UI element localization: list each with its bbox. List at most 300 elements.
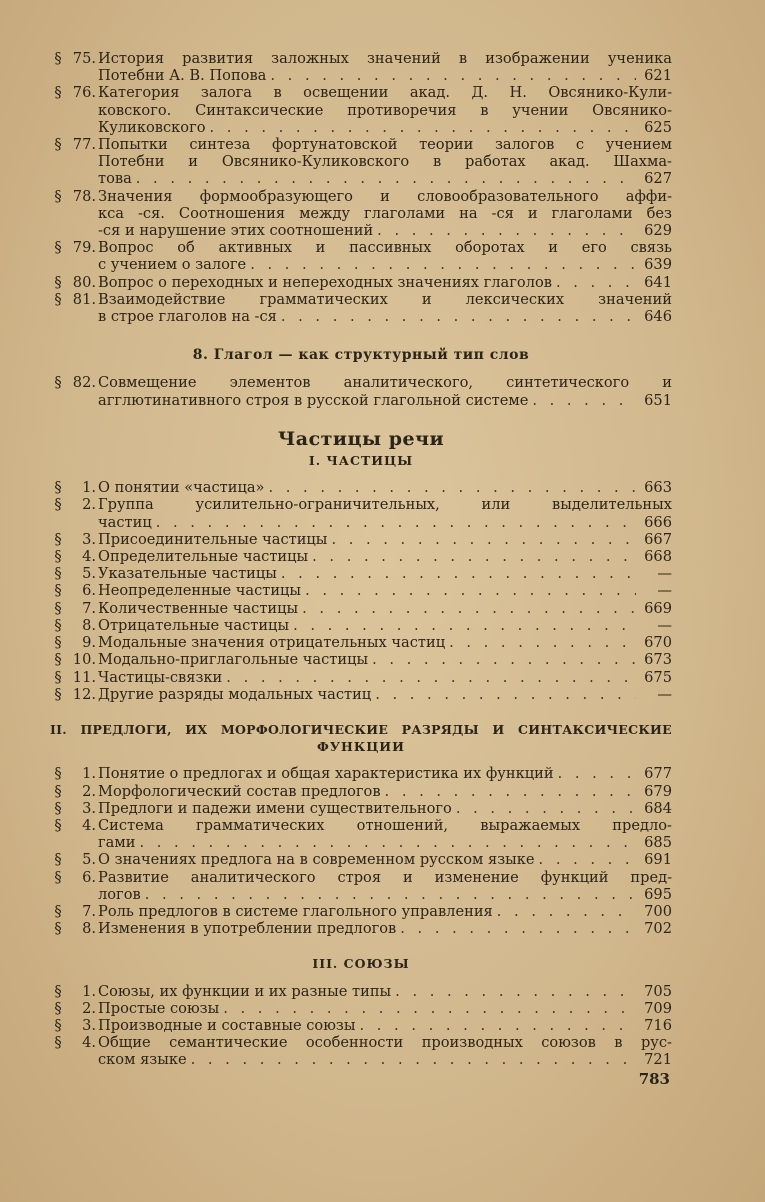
page-ref: 702 (644, 920, 672, 938)
section-symbol: § (54, 920, 62, 938)
entry-last-line (98, 783, 672, 800)
entry-body (98, 783, 672, 800)
toc-entry (50, 669, 672, 686)
section-symbol: § (54, 1016, 62, 1034)
entry-text-line: Неопределенные частицы (98, 582, 302, 600)
entry-text-line: Количественные частицы (98, 599, 299, 617)
toc-entry (50, 188, 672, 240)
toc-entry (50, 800, 672, 817)
section-number: 80. (72, 273, 96, 291)
entry-last-line (98, 222, 672, 239)
toc-list-conjunctions (50, 983, 672, 1069)
section-number: 79. (72, 239, 96, 257)
entry-text-line: ковского. Синтаксические противоречия в учении Овсянико- (98, 101, 672, 119)
section-marker (50, 686, 98, 703)
chapter-heading: 8. Глагол — как структурный тип слов (192, 347, 530, 364)
entry-body (98, 817, 672, 851)
entry-text-line: Категория залога в освещении акад. Д. Н. Овсянико-Кули- (98, 84, 672, 102)
section-symbol: § (54, 565, 62, 583)
section-marker (50, 84, 98, 101)
entry-body (98, 50, 672, 84)
entry-body (98, 274, 672, 291)
section-number: 4. (82, 548, 96, 566)
section-symbol: § (54, 374, 62, 392)
entry-last-line (98, 119, 672, 136)
entry-last-line (98, 800, 672, 817)
section-marker (50, 274, 98, 291)
page-ref: 716 (644, 1016, 672, 1034)
entry-body (98, 291, 672, 325)
section-symbol: § (54, 582, 62, 600)
section-symbol: § (54, 50, 62, 67)
dot-leader (210, 119, 636, 136)
section-symbol: § (54, 782, 62, 800)
entry-text-line: Другие разряды модальных частиц (98, 685, 372, 703)
entry-text-line: О понятии «частица» (98, 479, 265, 497)
entry-text-line: История развития заложных значений в изображении ученика (98, 50, 672, 67)
section-number: 2. (82, 999, 96, 1017)
section-symbol: § (54, 548, 62, 566)
page-ref: 684 (644, 799, 672, 817)
dot-leader (372, 651, 636, 668)
section-marker (50, 869, 98, 886)
entry-text-line: Указательные частицы (98, 565, 277, 583)
toc-list-prepositions (50, 765, 672, 937)
toc-entry (50, 783, 672, 800)
section-number: 75. (72, 50, 96, 67)
toc-entry (50, 920, 672, 937)
entry-text-line: Модально-приглагольные частицы (98, 651, 369, 669)
entry-body (98, 496, 672, 530)
entry-last-line (98, 634, 672, 651)
page-ref: 685 (644, 834, 672, 852)
section-symbol: § (54, 187, 62, 205)
entry-body (98, 600, 672, 617)
entry-text-line: Определительные частицы (98, 548, 309, 566)
section-marker (50, 50, 98, 67)
section-number: 9. (82, 634, 96, 652)
section-number: 7. (82, 902, 96, 920)
section-marker (50, 548, 98, 565)
page-ref: 625 (644, 118, 672, 136)
section-marker (50, 903, 98, 920)
section-symbol: § (54, 902, 62, 920)
section-number: 6. (82, 868, 96, 886)
toc-entry (50, 84, 672, 136)
entry-text-line: Взаимодействие грамматических и лексических значений (98, 290, 672, 308)
section-marker (50, 765, 98, 782)
section-symbol: § (54, 999, 62, 1017)
entry-last-line (98, 651, 672, 668)
section-number: 76. (72, 84, 96, 102)
section-marker (50, 239, 98, 256)
entry-last-line (98, 600, 672, 617)
entry-body (98, 765, 672, 782)
dot-leader (360, 1017, 637, 1034)
entry-last-line (98, 1000, 672, 1017)
dot-leader (145, 886, 636, 903)
entry-body (98, 548, 672, 565)
section-symbol: § (54, 479, 62, 497)
entry-text-line: Совмещение элементов аналитического, синтетического и (98, 374, 672, 392)
entry-text-line: гами (98, 834, 136, 852)
toc-entry (50, 617, 672, 634)
dot-leader (226, 669, 636, 686)
page-ref: 646 (644, 308, 672, 326)
section-symbol: § (54, 84, 62, 102)
entry-text-line: Простые союзы (98, 999, 220, 1017)
toc-list-chapter8 (50, 374, 672, 408)
entry-text-line: ском языке (98, 1051, 187, 1069)
page-ref: 677 (644, 765, 672, 783)
entry-text-line: Предлоги и падежи имени существительного (98, 799, 452, 817)
entry-text-line: Понятие о предлогах и общая характеристика их функций (98, 765, 554, 783)
toc-entry (50, 274, 672, 291)
toc-list-voice (50, 50, 672, 325)
dot-leader (395, 983, 636, 1000)
section-heading-prepositions: II. ПРЕДЛОГИ, ИХ МОРФОЛОГИЧЕСКИЕ РАЗРЯДЫ И СИНТАКСИЧЕСКИЕ (50, 721, 672, 737)
section-marker (50, 1034, 98, 1051)
section-marker (50, 634, 98, 651)
dot-leader (302, 600, 636, 617)
entry-last-line (98, 256, 672, 273)
toc-entry (50, 686, 672, 703)
page-ref: 675 (644, 668, 672, 686)
section-number: 8. (82, 616, 96, 634)
page-ref: 669 (644, 599, 672, 617)
section-marker (50, 136, 98, 153)
section-symbol: § (54, 616, 62, 634)
dot-leader (223, 1000, 636, 1017)
section-number: 5. (82, 851, 96, 869)
page-ref: 679 (644, 782, 672, 800)
entry-last-line (98, 67, 672, 84)
toc-entry (50, 651, 672, 668)
section-number: 2. (82, 782, 96, 800)
page-ref: 667 (644, 530, 672, 548)
dot-leader (375, 686, 636, 703)
section-marker (50, 479, 98, 496)
section-number: 10. (72, 651, 96, 669)
section-marker (50, 651, 98, 668)
toc-entry (50, 50, 672, 84)
section-number: 1. (82, 982, 96, 1000)
section-marker (50, 531, 98, 548)
entry-body (98, 634, 672, 651)
entry-body (98, 136, 672, 188)
entry-body (98, 920, 672, 937)
toc-page (50, 50, 672, 1088)
page-ref: 673 (644, 651, 672, 669)
entry-body (98, 1034, 672, 1068)
entry-body (98, 903, 672, 920)
entry-last-line (98, 582, 672, 599)
section-number: 7. (82, 599, 96, 617)
dot-leader (191, 1051, 636, 1068)
section-symbol: § (54, 851, 62, 869)
entry-body (98, 1000, 672, 1017)
section-number: 2. (82, 496, 96, 514)
entry-body (98, 983, 672, 1000)
section-number: 1. (82, 765, 96, 783)
entry-text-line: Общие семантические особенности производных союзов в рус- (98, 1034, 672, 1052)
page-ref: — (657, 582, 672, 600)
section-marker (50, 920, 98, 937)
page-number: 783 (638, 1069, 670, 1088)
section-marker (50, 851, 98, 868)
dot-leader (281, 565, 636, 582)
section-marker (50, 669, 98, 686)
dot-leader (400, 920, 636, 937)
entry-last-line (98, 617, 672, 634)
section-number: 1. (82, 479, 96, 497)
entry-last-line (98, 479, 672, 496)
section-symbol: § (54, 868, 62, 886)
section-symbol: § (54, 982, 62, 1000)
toc-entry (50, 765, 672, 782)
page-ref: 627 (644, 170, 672, 188)
section-number: 3. (82, 1016, 96, 1034)
toc-entry (50, 1000, 672, 1017)
section-symbol: § (54, 290, 62, 308)
dot-leader (136, 170, 636, 187)
section-marker (50, 783, 98, 800)
dot-leader (385, 783, 636, 800)
toc-entry (50, 374, 672, 408)
toc-entry (50, 869, 672, 903)
page-ref: 709 (644, 999, 672, 1017)
entry-body (98, 531, 672, 548)
entry-last-line (98, 565, 672, 582)
toc-entry (50, 496, 672, 530)
entry-text-line: агглютинативного строя в русской глагольной системе (98, 391, 529, 409)
entry-last-line (98, 170, 672, 187)
page-ref: — (657, 685, 672, 703)
section-symbol: § (54, 530, 62, 548)
entry-last-line (98, 920, 672, 937)
entry-last-line (98, 274, 672, 291)
entry-body (98, 869, 672, 903)
section-heading-conjunctions: III. СОЮЗЫ (312, 956, 410, 972)
entry-body (98, 617, 672, 634)
section-number: 11. (72, 668, 96, 686)
entry-body (98, 800, 672, 817)
dot-leader (377, 222, 636, 239)
section-symbol: § (54, 634, 62, 652)
section-symbol: § (54, 685, 62, 703)
toc-entry (50, 851, 672, 868)
dot-leader (268, 479, 636, 496)
entry-body (98, 84, 672, 136)
section-marker (50, 565, 98, 582)
entry-text-line: Отрицательные частицы (98, 616, 290, 634)
section-marker (50, 291, 98, 308)
dot-leader (250, 256, 636, 273)
entry-body (98, 851, 672, 868)
section-heading-prepositions-cont: ФУНКЦИИ (317, 739, 405, 755)
entry-text-line: Вопрос о переходных и непереходных значениях глаголов (98, 273, 552, 291)
toc-entry (50, 903, 672, 920)
dot-leader (281, 308, 636, 325)
entry-text-line: Частицы-связки (98, 668, 223, 686)
entry-body (98, 479, 672, 496)
section-number: 81. (72, 290, 96, 308)
section-number: 3. (82, 530, 96, 548)
entry-text-line: Потебни А. В. Попова (98, 67, 267, 85)
page-ref: 666 (644, 513, 672, 531)
page-ref: — (657, 616, 672, 634)
section-marker (50, 800, 98, 817)
entry-text-line: Система грамматических отношений, выражаемых предло- (98, 816, 672, 834)
dot-leader (556, 274, 636, 291)
entry-text-line: Группа усилительно-ограничительных, или выделительных (98, 496, 672, 514)
page-ref: 705 (644, 982, 672, 1000)
section-number: 12. (72, 685, 96, 703)
page-ref: 695 (644, 885, 672, 903)
section-symbol: § (54, 765, 62, 783)
entry-last-line (98, 669, 672, 686)
toc-list-particles (50, 479, 672, 703)
part-title: Частицы речи (277, 427, 445, 450)
toc-entry (50, 136, 672, 188)
section-heading-particles: I. ЧАСТИЦЫ (308, 453, 414, 469)
section-marker (50, 1000, 98, 1017)
entry-text-line: Развитие аналитического строя и изменение функций пред- (98, 868, 672, 886)
page-ref: 663 (644, 479, 672, 497)
toc-entry (50, 1017, 672, 1034)
dot-leader (312, 548, 636, 565)
entry-text-line: Модальные значения отрицательных частиц (98, 634, 446, 652)
section-marker (50, 600, 98, 617)
entry-body (98, 565, 672, 582)
toc-entry (50, 983, 672, 1000)
entry-text-line: Потебни и Овсянико-Куликовского в работах акад. Шахма- (98, 153, 672, 171)
entry-text-line: логов (98, 885, 141, 903)
toc-entry (50, 531, 672, 548)
section-number: 78. (72, 187, 96, 205)
section-symbol: § (54, 799, 62, 817)
page-ref: 641 (644, 273, 672, 291)
section-marker (50, 582, 98, 599)
entry-last-line (98, 514, 672, 531)
toc-entry (50, 548, 672, 565)
page-ref: 621 (644, 67, 672, 85)
entry-last-line (98, 834, 672, 851)
dot-leader (139, 834, 636, 851)
page-ref: 691 (644, 851, 672, 869)
entry-text-line: в строе глаголов на -ся (98, 308, 277, 326)
entry-last-line (98, 903, 672, 920)
section-marker (50, 817, 98, 834)
entry-body (98, 374, 672, 408)
entry-text-line: Союзы, их функции и их разные типы (98, 982, 392, 1000)
dot-leader (558, 765, 636, 782)
entry-body (98, 188, 672, 240)
page-ref: 670 (644, 634, 672, 652)
section-symbol: § (54, 599, 62, 617)
entry-last-line (98, 851, 672, 868)
entry-text-line: Изменения в употреблении предлогов (98, 920, 397, 938)
section-marker (50, 1017, 98, 1034)
entry-last-line (98, 392, 672, 409)
section-marker (50, 496, 98, 513)
entry-text-line: -ся и нарушение этих соотношений (98, 222, 374, 240)
section-symbol: § (54, 273, 62, 291)
toc-entry (50, 600, 672, 617)
page-ref: 629 (644, 222, 672, 240)
section-symbol: § (54, 668, 62, 686)
entry-text-line: Морфологический состав предлогов (98, 782, 381, 800)
section-symbol: § (54, 239, 62, 257)
page-ref: 651 (644, 391, 672, 409)
dot-leader (539, 851, 636, 868)
entry-text-line: Роль предлогов в системе глагольного управления (98, 902, 493, 920)
toc-entry (50, 582, 672, 599)
entry-text-line: Производные и составные союзы (98, 1016, 356, 1034)
dot-leader (449, 634, 636, 651)
section-symbol: § (54, 496, 62, 514)
page-ref: 721 (644, 1051, 672, 1069)
section-number: 4. (82, 1034, 96, 1052)
entry-last-line (98, 686, 672, 703)
section-marker (50, 188, 98, 205)
section-symbol: § (54, 136, 62, 154)
toc-entry (50, 291, 672, 325)
entry-body (98, 582, 672, 599)
dot-leader (270, 67, 636, 84)
dot-leader (331, 531, 636, 548)
section-number: 8. (82, 920, 96, 938)
dot-leader (532, 392, 636, 409)
entry-text-line: О значениях предлога на в современном русском языке (98, 851, 535, 869)
entry-body (98, 1017, 672, 1034)
entry-last-line (98, 548, 672, 565)
entry-body (98, 239, 672, 273)
toc-entry (50, 565, 672, 582)
entry-text-line: Вопрос об активных и пассивных оборотах и его связь (98, 239, 672, 257)
page-ref: 700 (644, 902, 672, 920)
entry-text-line: Значения формообразующего и словообразовательного аффи- (98, 187, 672, 205)
dot-leader (305, 582, 636, 599)
section-number: 5. (82, 565, 96, 583)
entry-last-line (98, 886, 672, 903)
entry-text-line: Попытки синтеза фортунатовской теории залогов с учением (98, 136, 672, 154)
entry-body (98, 669, 672, 686)
dot-leader (497, 903, 636, 920)
toc-entry (50, 479, 672, 496)
section-symbol: § (54, 816, 62, 834)
entry-text-line: Присоединительные частицы (98, 530, 328, 548)
section-marker (50, 374, 98, 391)
entry-text-line: Куликовского (98, 118, 206, 136)
section-number: 3. (82, 799, 96, 817)
entry-text-line: частиц (98, 513, 152, 531)
dot-leader (293, 617, 636, 634)
dot-leader (156, 514, 636, 531)
section-marker (50, 617, 98, 634)
entry-last-line (98, 1017, 672, 1034)
entry-last-line (98, 765, 672, 782)
entry-body (98, 686, 672, 703)
section-symbol: § (54, 1034, 62, 1052)
section-number: 4. (82, 816, 96, 834)
section-number: 82. (72, 374, 96, 392)
entry-text-line: това (98, 170, 132, 188)
toc-entry (50, 1034, 672, 1068)
toc-entry (50, 634, 672, 651)
page-ref: 668 (644, 548, 672, 566)
entry-last-line (98, 308, 672, 325)
